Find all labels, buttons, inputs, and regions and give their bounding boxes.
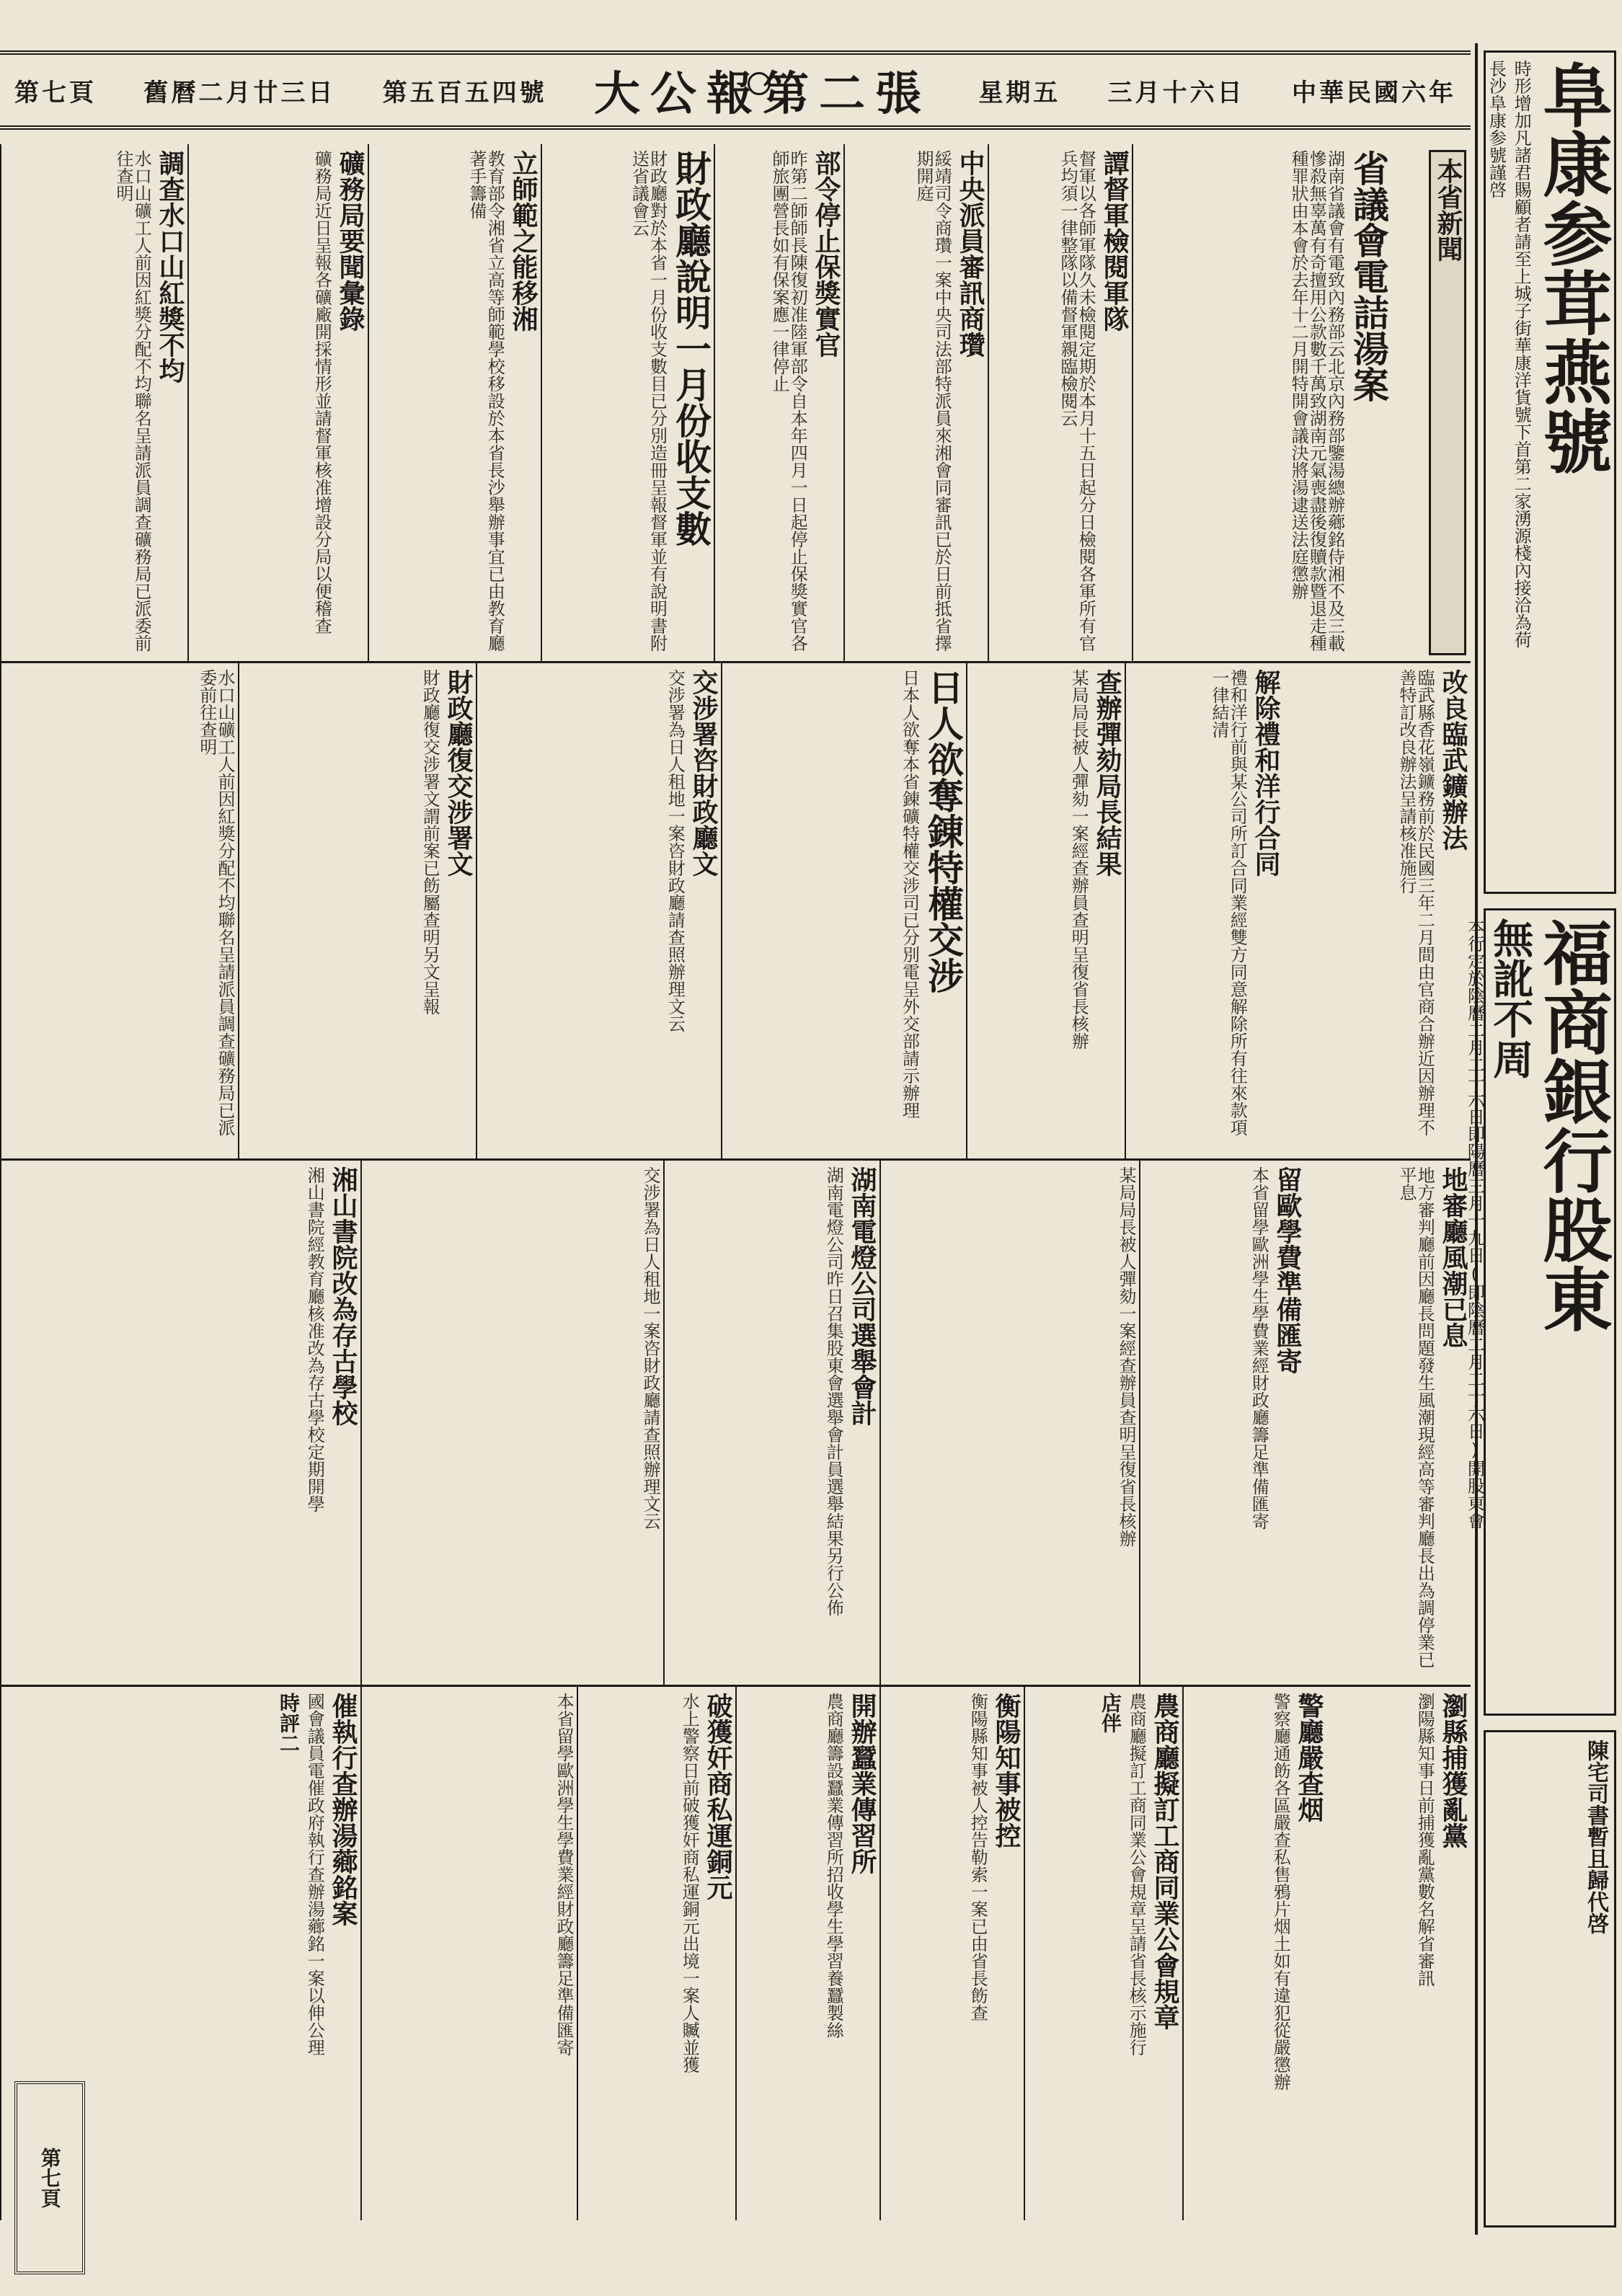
article-12 <box>476 663 721 1158</box>
section-local-header <box>1391 144 1471 661</box>
masthead-title: 大公報第二張 <box>593 67 931 121</box>
article-23 <box>577 1687 735 2220</box>
article-headline: 財政廳復交涉署文 <box>443 669 474 877</box>
article-10 <box>966 663 1125 1158</box>
article-headline: 農商廳擬訂工商同業公會規章 <box>1150 1693 1180 2030</box>
article-body: 督軍以各師軍隊久未檢閱定期於本月十五日起分日檢閱各軍所有官兵均須一律整隊以備督軍親臨檢閱云 <box>1058 150 1096 652</box>
masthead-page-label: 第七頁 <box>14 78 97 107</box>
article-18 <box>1326 1687 1471 2220</box>
ad-fukang-sign: 長沙阜康参號謹啓 <box>1486 60 1507 198</box>
article-headline: 瀏縣捕獲亂黨 <box>1438 1693 1468 1848</box>
article-headline: 查辦彈劾局長結果 <box>1092 669 1122 877</box>
ad-bank-subtitle: 無訛不周 <box>1486 918 1535 1079</box>
article-body: 交涉署為日人租地一案咨財政廳請查照辦理文云 <box>640 1166 660 1530</box>
article-headline: 財政廳說明一月份收支數 <box>670 150 712 546</box>
article-headline: 解除禮和洋行合同 <box>1251 669 1281 877</box>
article-filler-3 <box>360 1161 663 1685</box>
article-body: 本省留學歐洲學生學費業經財政廳籌足準備匯寄 <box>554 1693 574 2056</box>
article-22 <box>735 1687 879 2220</box>
article-headline: 立師範之能移湘 <box>508 150 539 332</box>
article-body: 水口山礦工人前因紅獎分配不均聯名呈請派員調查礦務局已派委前往查明 <box>113 150 152 652</box>
article-headline: 礦務局要聞彙錄 <box>335 150 365 332</box>
article-21 <box>879 1687 1024 2220</box>
ad-bank <box>1464 908 1616 1716</box>
article-16 <box>663 1161 879 1685</box>
article-headline: 催執行查辦湯薌銘案 <box>328 1693 358 1926</box>
article-headline: 湖南電燈公司選舉會計 <box>847 1166 877 1426</box>
article-3 <box>714 144 843 661</box>
article-body: 礦務局近日呈報各礦廠開採情形並請督軍核准增設分局以便稽查 <box>311 150 332 634</box>
article-headline: 交涉署咨財政廳文 <box>688 669 719 877</box>
article-1 <box>988 144 1132 661</box>
masthead-weekday: 星期五 <box>978 78 1061 107</box>
article-headline: 省議會電詰湯案 <box>1347 150 1390 402</box>
article-15 <box>1139 1161 1305 1685</box>
right-ad-strip <box>1464 43 1622 2235</box>
article-headline: 開辦蠶業傳習所 <box>847 1693 877 1874</box>
article-headline: 地審廳風潮已息 <box>1438 1166 1468 1348</box>
article-5 <box>368 144 541 661</box>
ad-notice <box>1484 1730 1616 2228</box>
article-headline: 警廳嚴查烟 <box>1294 1693 1324 1822</box>
article-2 <box>843 144 988 661</box>
article-body: 水上警察日前破獲奸商私運銅元出境一案人贓並獲 <box>679 1693 700 2073</box>
page-serial: 第七頁 <box>37 2147 62 2208</box>
article-headline: 中央派員審訊商瓚 <box>955 150 985 358</box>
band-4 <box>0 1687 1471 2220</box>
article-13 <box>238 663 476 1158</box>
article-headline: 留歐學費準備匯寄 <box>1272 1166 1303 1374</box>
masthead-ink-mark <box>748 72 771 95</box>
ad-fukang-title: 阜康参茸燕號 <box>1532 60 1613 475</box>
article-filler-1 <box>0 663 238 1158</box>
article-8 <box>1283 663 1471 1158</box>
article-body: 交涉署為日人租地一案咨財政廳請查照辦理文云 <box>665 669 686 1032</box>
article-body: 財政廳對於本省一月份收支數目已分別造冊呈報督軍並有說明書附送省議會云 <box>629 150 668 652</box>
article-body: 臨武縣香花嶺鑛務前於民國三年二月間由官商合辦近因辦理不善特訂改良辦法呈請核准施行 <box>1396 669 1435 1136</box>
band-3 <box>0 1161 1471 1687</box>
article-body: 農商廳籌設蠶業傳習所招收學生學習養蠶製絲 <box>823 1693 844 2039</box>
ad-fukang-body: 時形增加凡諸君賜顧者請至上城子街華康洋貨號下首第二家湧源棧內接洽為荷 <box>1511 60 1532 648</box>
article-headline: 調查水口山紅獎不均 <box>155 150 185 384</box>
article-body: 湖南電燈公司昨日召集股東會選舉會計員選舉結果另行公佈 <box>823 1166 844 1616</box>
article-body: 水口山礦工人前因紅獎分配不均聯名呈請派員調查礦務局已派委前往查明 <box>196 669 235 1136</box>
article-body: 禮和洋行前與某公司所訂合同業經雙方同意解除所有往來款項一律結清 <box>1209 669 1248 1136</box>
article-body: 地方審判廳前因廳長問題發生風潮現經高等審判廳長出為調停業已平息 <box>1396 1166 1435 1668</box>
article-body: 某局局長被人彈劾一案經查辦員查明呈復省長核辦 <box>1116 1166 1136 1547</box>
article-filler-4 <box>360 1687 577 2220</box>
page-serial-box <box>14 2081 85 2274</box>
article-4 <box>541 144 714 661</box>
article-body: 某局局長被人彈劾一案經查辦員查明呈復省長核辦 <box>1068 669 1089 1050</box>
article-9 <box>1125 663 1283 1158</box>
article-body: 綏靖司令商瓚一案中央司法部特派員來湘會同審訊已於日前抵省擇期開庭 <box>913 150 952 652</box>
article-body: 本省留學歐洲學生學費業經財政廳籌足準備匯寄 <box>1249 1166 1269 1530</box>
article-body: 農商廳擬訂工商同業公會規章呈請省長核示施行 <box>1126 1693 1147 2056</box>
article-6 <box>187 144 368 661</box>
article-headline: 改良臨武鑛辦法 <box>1438 669 1468 851</box>
article-7 <box>0 144 187 661</box>
article-body: 國會議員電催政府執行查辦湯薌銘一案以伸公理 <box>304 1693 325 2056</box>
article-11 <box>721 663 966 1158</box>
article-0 <box>1132 144 1391 661</box>
article-body: 財政廳復交涉署文謂前案已飭屬查明另文呈報 <box>420 669 440 1015</box>
article-body: 日本人欲奪本省錬礦特權交涉司已分別電呈外交部請示辦理 <box>899 669 920 1119</box>
article-14 <box>1305 1161 1471 1685</box>
band-2 <box>0 663 1471 1161</box>
article-headline: 湘山書院改為存古學校 <box>328 1166 358 1426</box>
masthead <box>0 50 1471 130</box>
article-headline: 譚督軍檢閱軍隊 <box>1099 150 1130 332</box>
article-body: 衡陽縣知事被人控告勒索一案已由省長飭查 <box>967 1693 988 2021</box>
article-body: 昨第二師師長陳復初准陸軍部令自本年四月一日起停止保獎實官各師旅團營長如有保案應一律停止 <box>769 150 808 652</box>
article-headline: 衡陽知事被控 <box>991 1693 1021 1848</box>
section-local-tag: 本省新聞 <box>1429 150 1466 655</box>
article-body: 教育部令湘省立高等師範學校移設於本省長沙舉辦事宜已由教育廳著手籌備 <box>466 150 505 652</box>
article-17 <box>0 1161 360 1685</box>
column-label: 時評二 <box>277 1693 301 1753</box>
article-headline: 破獲奸商私運銅元 <box>703 1693 733 1900</box>
notice-label: 店伴 <box>1099 1693 1123 1733</box>
ad-bank-title: 福商銀行股東 <box>1532 918 1613 1333</box>
article-headline: 日人欲奪錬特權交涉 <box>922 669 965 993</box>
article-body: 警察廳通飭各區嚴查私售鴉片烟土如有違犯從嚴懲辦 <box>1270 1693 1291 2091</box>
masthead-year: 中華民國六年 <box>1291 78 1456 107</box>
masthead-solar-date: 三月十六日 <box>1107 78 1245 107</box>
band-1 <box>0 144 1471 663</box>
article-filler-2 <box>879 1161 1139 1685</box>
ad-bank-body: 本行定於陰曆二月二十六日即陽曆三月十九日(即陰曆二月二十六日)開股東會 <box>1464 918 1485 1529</box>
article-body: 瀏陽縣知事日前捕獲亂黨數名解省審訊 <box>1414 1693 1435 1987</box>
news-grid <box>0 144 1471 2220</box>
article-20 <box>1024 1687 1182 2220</box>
article-headline: 部令停止保獎實官 <box>811 150 841 358</box>
article-body: 湘山書院經教育廳核准改為存古學校定期開學 <box>304 1166 325 1512</box>
article-body: 湖南省議會有電致內務部云北京內務部鑒湯總辦薌銘侍湘不及三載慘殺無辜萬有奇擅用公款數千萬致湖南元氣喪盡後復贖款暨退走種種罪狀由本會於去年十二月開特開會議決將湯逮送法庭懲辦 <box>1288 150 1345 652</box>
article-19 <box>1182 1687 1326 2220</box>
ad-fukang <box>1484 50 1616 894</box>
ad-notice-body: 陳宅司書暫且歸代啓 <box>1583 1739 1608 1934</box>
masthead-issue-number: 第五百五四號 <box>382 78 547 107</box>
masthead-lunar-date: 舊曆二月廿三日 <box>143 78 336 107</box>
